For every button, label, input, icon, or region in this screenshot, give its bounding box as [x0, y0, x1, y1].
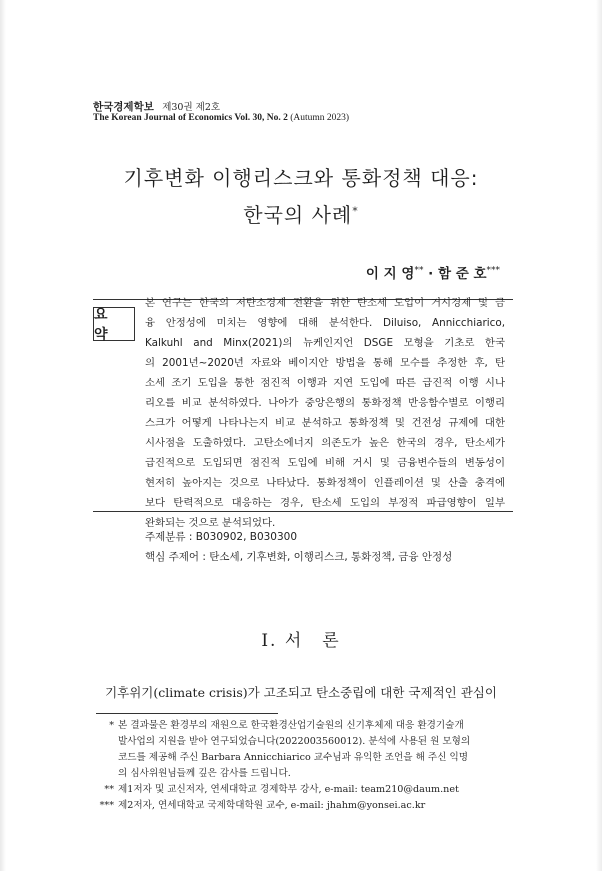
footnote-line: 발사업의 지원을 받아 연구되었습니다(2022003560012). 분석에 사용된 원 모형의 — [118, 736, 471, 747]
journal-name-ko: 한국경제학보 — [93, 101, 154, 113]
abstract-line: 리오를 비교 분석하였다. 나아가 중앙은행의 통화정책 반응함수별로 이행리 — [145, 397, 505, 409]
footnote-line: 제1저자 및 교신저자, 연세대학교 경제학부 강사, e-mail: team210@daum.net — [118, 784, 459, 795]
subject-classification: 주제분류 : B030902, B030300 — [145, 531, 298, 543]
footnote-marker: *** — [99, 800, 114, 811]
abstract-line: 소세 조기 도입을 통한 점진적 이행과 지연 도입에 따른 급진적 이행 시나 — [145, 377, 505, 389]
footnote-2 — [96, 782, 516, 798]
abstract-line: 보다 탄력적으로 대응하는 경우, 탄소세 도입의 부정적 파급영향이 일부 — [145, 497, 505, 509]
author-1: 이 지 영 — [365, 266, 415, 282]
author-2: 함 준 호 — [437, 266, 487, 282]
footnotes — [96, 718, 516, 814]
abstract-line: 시사점을 도출하였다. 고탄소에너지 의존도가 높은 한국의 경우, 탄소세가 — [145, 437, 505, 449]
paper-title-line1: 기후변화 이행리스크와 통화정책 대응: — [123, 166, 479, 190]
abstract-text — [145, 293, 505, 533]
abstract-line: 융 안정성에 미치는 영향에 대해 분석한다. Diluiso, Annicchiarico, — [145, 317, 505, 329]
abstract-line: 완화되는 것으로 분석되었다. — [145, 517, 276, 529]
title-footnote-marker: * — [352, 204, 359, 218]
footnote-1 — [96, 718, 516, 782]
footnote-marker: ** — [104, 784, 114, 795]
abstract-line: Kalkuhl and Minx(2021)의 뉴케인지언 DSGE 모형을 기초로 한국 — [145, 337, 505, 349]
footnote-line: 제2저자, 연세대학교 국제학대학원 교수, e-mail: jhahm@yonsei.ac.kr — [118, 800, 426, 811]
footnote-marker: * — [109, 720, 114, 731]
abstract-line: 의 2001년~2020년 자료와 베이지안 방법을 통해 모수를 추정한 후, 탄 — [145, 357, 505, 369]
footnote-3 — [96, 798, 516, 814]
author-line — [366, 262, 500, 282]
keywords: 핵심 주제어 : 탄소세, 기후변화, 이행리스크, 통화정책, 금융 안정성 — [145, 551, 453, 563]
abstract-line: 본 연구는 한국의 저탄소경제 전환을 위한 탄소세 도입이 거시경제 및 금 — [145, 297, 505, 309]
paper-title-line2 — [0, 199, 602, 228]
body-paragraph-line: 기후위기(climate crisis)가 고조되고 탄소중립에 대한 국제적인 관심이 — [105, 685, 497, 700]
journal-name-en: The Korean Journal of Economics Vol. 30, No. 2 — [93, 113, 288, 123]
journal-header-ko — [93, 99, 220, 114]
section-heading: Ⅰ. 서 론 — [261, 631, 341, 651]
abstract-line: 스크가 어떻게 나타나는지 비교 분석하고 통화정책 및 건전성 규제에 대한 — [145, 417, 505, 429]
journal-season: (Autumn 2023) — [290, 113, 350, 123]
author-2-marker: *** — [486, 265, 500, 276]
footnote-line: 본 결과물은 환경부의 재원으로 한국환경산업기술원의 신기후체제 대응 환경기술개 — [118, 720, 464, 731]
journal-volume-ko: 제30권 제2호 — [162, 102, 221, 113]
journal-header-en — [93, 113, 349, 123]
footnote-divider — [96, 713, 278, 714]
footnote-line: 코드를 제공해 주신 Barbara Annicchiarico 교수님과 유익한 조언을 해 주신 익명 — [118, 752, 469, 763]
abstract-line: 현저히 높아지는 것으로 나타났다. 통화정책이 인플레이션 및 산출 충격에 — [145, 477, 505, 489]
abstract-label: 요 약 — [93, 307, 135, 341]
footnote-line: 의 심사위원님들께 깊은 감사를 드립니다. — [118, 768, 291, 779]
author-separator: · — [423, 266, 438, 282]
abstract-line: 급진적으로 도입되면 점진적 도입에 비해 거시 및 금융변수들의 변동성이 — [145, 457, 505, 469]
paper-title-text: 한국의 사례 — [243, 203, 353, 227]
author-1-marker: ** — [414, 265, 424, 276]
